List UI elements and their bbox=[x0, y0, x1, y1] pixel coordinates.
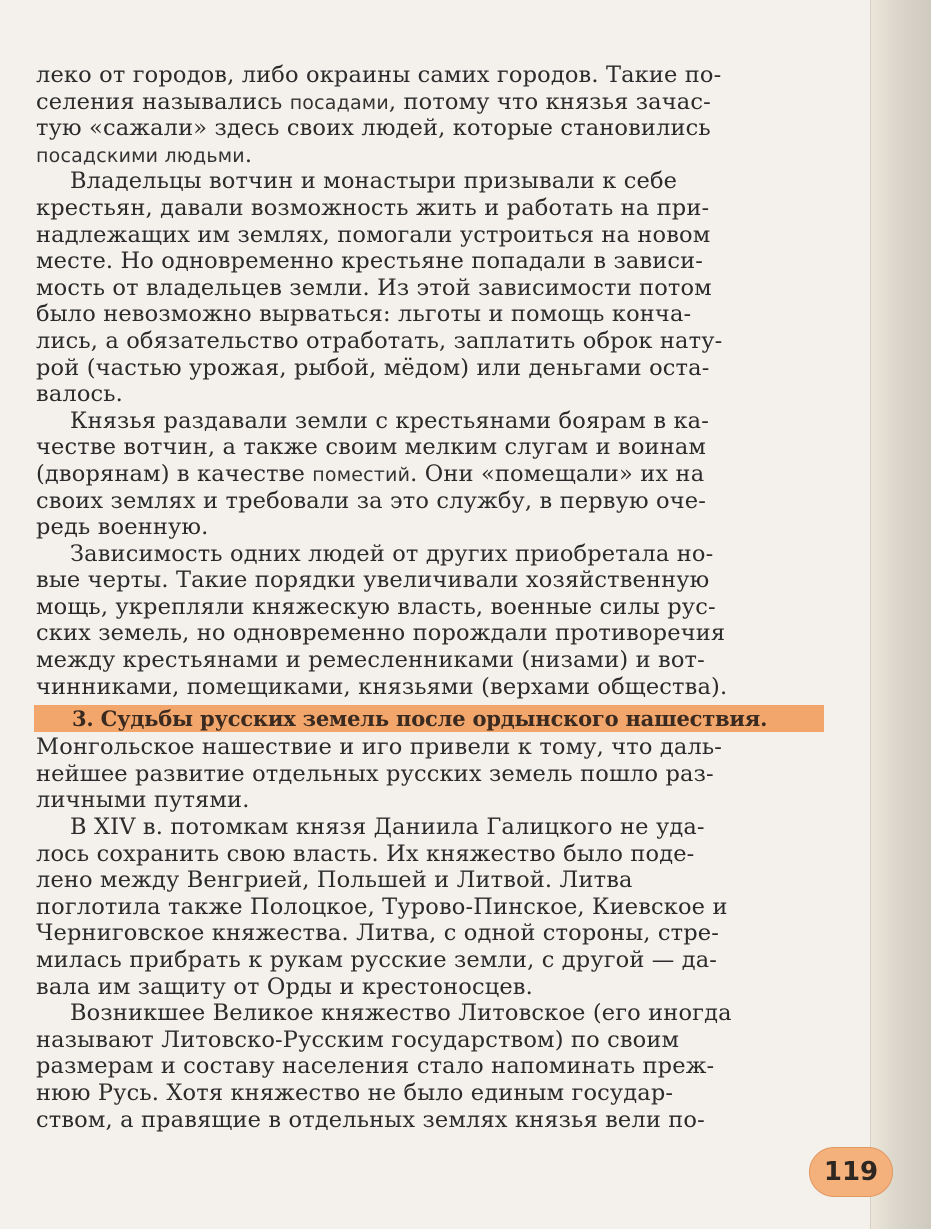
text-line: нейшее развитие отдельных русских земель пошло раз- bbox=[36, 760, 714, 787]
text-line: поглотила также Полоцкое, Турово-Пинское, Киевское и bbox=[36, 893, 728, 920]
text-line: между крестьянами и ремесленниками (низами) и вот- bbox=[36, 647, 705, 674]
text-run: (дворянам) в качестве bbox=[36, 460, 313, 487]
paragraph bbox=[36, 408, 814, 541]
text-line: нюю Русь. Хотя княжество не было единым государ- bbox=[36, 1079, 674, 1106]
text-line: Черниговское княжества. Литва, с одной стороны, стре- bbox=[36, 920, 720, 947]
term-pomestiy: поместий bbox=[312, 463, 411, 486]
paragraph bbox=[36, 62, 814, 168]
text-line: месте. Но одновременно крестьяне попадали в зависи- bbox=[36, 248, 704, 275]
text-line: Князья раздавали земли с крестьянами боярам в ка- bbox=[70, 407, 709, 434]
page-number-badge bbox=[809, 1147, 893, 1197]
term-posadskie-lyudi: посадскими людьми bbox=[36, 144, 245, 167]
text-run: , потому что князья зачас- bbox=[388, 88, 711, 115]
text-line: размерам и составу населения стало напоминать преж- bbox=[36, 1053, 715, 1080]
text-line: мость от владельцев земли. Из этой зависимости потом bbox=[36, 274, 712, 301]
text-line: валось. bbox=[36, 381, 123, 408]
text-line: честве вотчин, а также своим мелким слугам и воинам bbox=[36, 434, 707, 461]
text-line: Возникшее Великое княжество Литовское (его иногда bbox=[70, 1000, 732, 1027]
text-line: лись, а обязательство отработать, заплатить оброк нату- bbox=[36, 327, 723, 354]
text-line: было невозможно вырваться: льготы и помощь конча- bbox=[36, 301, 692, 328]
text-line: Владельцы вотчин и монастыри призывали к себе bbox=[70, 168, 678, 195]
text-line: тую «сажали» здесь своих людей, которые становились bbox=[36, 115, 711, 142]
text-line: Зависимость одних людей от других приобретала но- bbox=[70, 540, 714, 567]
text-line: рой (частью урожая, рыбой, мёдом) или деньгами оста- bbox=[36, 354, 710, 381]
text-line: Монгольское нашествие и иго привели к тому, что даль- bbox=[36, 734, 723, 761]
text-line: называют Литовско-Русским государством) по своим bbox=[36, 1026, 680, 1053]
page-text bbox=[36, 62, 814, 1133]
text-line bbox=[36, 142, 814, 169]
text-line: леко от городов, либо окраины самих городов. Такие по- bbox=[36, 62, 722, 88]
text-line: ством, а правящие в отдельных землях князья вели по- bbox=[36, 1106, 705, 1133]
page-edge-strip bbox=[870, 0, 931, 1229]
text-line bbox=[36, 89, 814, 116]
text-line: лось сохранить свою власть. Их княжество было поде- bbox=[36, 840, 695, 867]
text-run: . Они «помещали» их на bbox=[410, 460, 705, 487]
text-run: . bbox=[244, 141, 253, 168]
text-line: милась прибрать к рукам русские земли, с другой — да- bbox=[36, 947, 718, 973]
text-line: В XIV в. потомкам князя Даниила Галицкого не уда- bbox=[70, 814, 705, 841]
paragraph bbox=[36, 814, 814, 1000]
text-line: лено между Венгрией, Польшей и Литвой. Литва bbox=[36, 867, 633, 894]
paragraph bbox=[36, 1000, 814, 1133]
text-line: личными путями. bbox=[36, 787, 250, 814]
text-line: вала им защиту от Орды и крестоносцев. bbox=[36, 973, 533, 1000]
paragraph bbox=[36, 541, 814, 701]
text-run: селения назывались bbox=[36, 88, 290, 115]
text-line: крестьян, давали возможность жить и работать на при- bbox=[36, 194, 710, 221]
paragraph bbox=[36, 168, 814, 407]
text-line: своих землях и требовали за это службу, в первую оче- bbox=[36, 487, 706, 514]
section-heading: 3. Судьбы русских земель после ордынского нашествия. bbox=[72, 706, 768, 732]
text-line: редь военную. bbox=[36, 514, 209, 541]
text-line: вые черты. Такие порядки увеличивали хозяйственную bbox=[36, 567, 710, 594]
text-line: чинниками, помещиками, князьями (верхами общества). bbox=[36, 673, 728, 700]
term-posady: посадами bbox=[289, 91, 389, 114]
page-number: 119 bbox=[823, 1157, 879, 1187]
section-heading-block bbox=[36, 704, 814, 734]
paragraph bbox=[36, 734, 814, 814]
text-line: мощь, укрепляли княжескую власть, военные силы рус- bbox=[36, 593, 716, 620]
text-line: ских земель, но одновременно порождали противоречия bbox=[36, 620, 726, 647]
text-line: надлежащих им землях, помогали устроиться на новом bbox=[36, 221, 711, 248]
text-line bbox=[36, 461, 814, 488]
